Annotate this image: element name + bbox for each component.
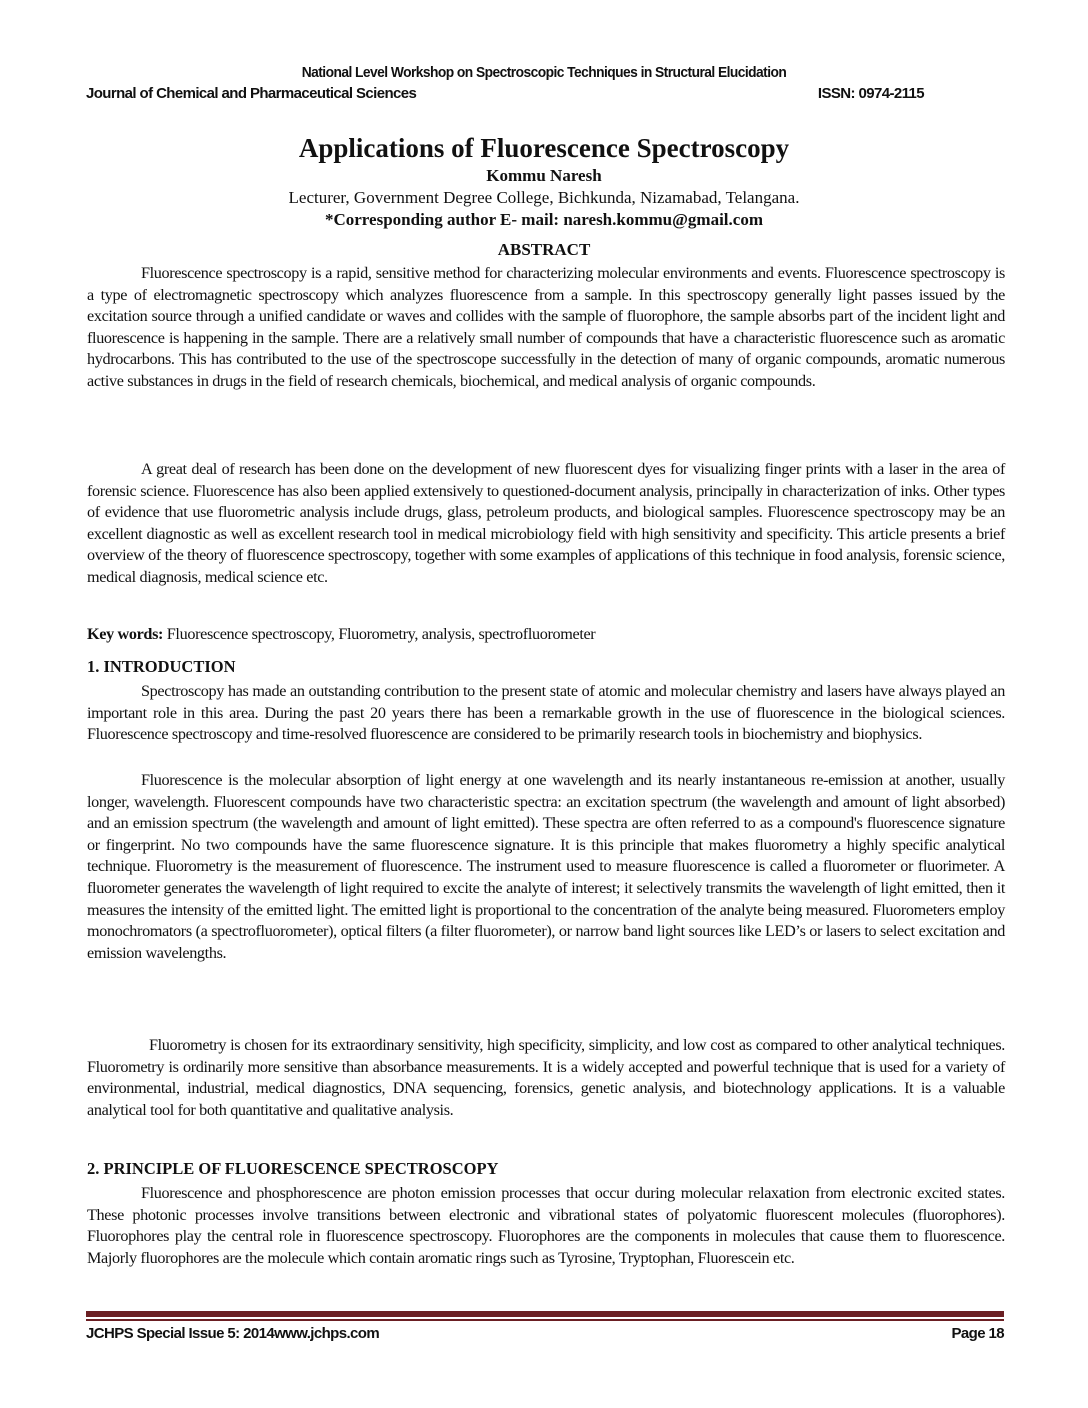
abstract-paragraph-1 — [87, 263, 1005, 393]
workshop-header: National Level Workshop on Spectroscopic Techniques in Structural Elucidation — [301, 64, 787, 81]
page-footer — [86, 1325, 1004, 1342]
paragraph-text: A great deal of research has been done on the development of new fluorescent dyes for visualizing finger prints with a laser in the area of forensic science. Fluorescence has also been applied extensively to questioned-document analysis, principally in characterization of inks. Other types of evidence that use fluorometric analysis include drugs, glass, petroleum products, and biological samples. Fluorescence spectroscopy may be an excellent diagnostic as well as excellent research tool in medical microbiology field with high sensitivity and specificity. This article presents a brief overview of the theory of fluorescence spectroscopy, together with some examples of applications of this technique in food analysis, forensic science, medical diagnosis, medical science etc. — [87, 460, 1005, 586]
issn: ISSN: 0974-2115 — [817, 85, 924, 102]
paragraph-text: Fluorescence and phosphorescence are photon emission processes that occur during molecular relaxation from electronic excited states. These photonic processes involve transitions between electronic and vibrational states of polyatomic fluorescent molecules (fluorophores). Fluorophores play the central role in fluorescence spectroscopy. Fluorophores are the components in molecules that cause them to fluorescence. Majorly fluorophores are the molecule which contain aromatic rings such as Tyrosine, Tryptophan, Fluorescein etc. — [87, 1184, 1005, 1267]
abstract-paragraph-2 — [87, 459, 1005, 589]
keywords — [87, 625, 595, 644]
journal-name: Journal of Chemical and Pharmaceutical Sciences — [86, 85, 417, 102]
keywords-label: Key words: — [87, 625, 164, 643]
intro-paragraph-2 — [87, 770, 1005, 964]
author-name: Kommu Naresh — [486, 166, 602, 185]
page-number: Page 18 — [951, 1325, 1004, 1342]
abstract-heading: ABSTRACT — [497, 240, 591, 259]
footer-rule-thick — [86, 1311, 1004, 1317]
paragraph-text: Fluorescence spectroscopy is a rapid, sensitive method for characterizing molecular environments and events. Fluorescence spectroscopy is a type of electromagnetic spectroscopy which analyzes fluorescence from a sample. In this spectroscopy generally light passes issued by the excitation source through a unified candidate or waves and collides with the sample of fluorophore, the sample absorbs part of the incident light and fluorescence is happening in the sample. There are a relatively small number of compounds that have a characteristic fluorescence such as aromatic hydrocarbons. This has contributed to the use of the spectroscope successfully in the detection of many of organic compounds, aromatic numerous active substances in drugs in the field of research chemicals, biochemical, and medical analysis of organic compounds. — [87, 264, 1005, 390]
intro-paragraph-3 — [87, 1035, 1005, 1121]
principle-paragraph-1 — [87, 1183, 1005, 1269]
paragraph-text: Fluorometry is chosen for its extraordinary sensitivity, high specificity, simplicity, and low cost as compared to other analytical techniques. Fluorometry is ordinarily more sensitive than absorbance measurements. It is a widely accepted and powerful technique that is used for a variety of environmental, industrial, medical diagnostics, DNA sequencing, forensics, genetic analysis, and biotechnology applications. It is a valuable analytical tool for both quantitative and qualitative analysis. — [87, 1036, 1005, 1119]
keywords-text: Fluorescence spectroscopy, Fluorometry, analysis, spectrofluorometer — [163, 625, 596, 643]
footer-rule-thin — [86, 1319, 1004, 1321]
section-heading-principle: 2. PRINCIPLE OF FLUORESCENCE SPECTROSCOPY — [87, 1159, 499, 1178]
intro-paragraph-1 — [87, 681, 1005, 746]
paragraph-text: Fluorescence is the molecular absorption of light energy at one wavelength and its nearly instantaneous re-emission at another, usually longer, wavelength. Fluorescent compounds have two characteristic spectra: an excitation spectrum (the wavelength and amount of light absorbed) and an emission spectrum (the wavelength and amount of light emitted). These spectra are often referred to as a compound's fluorescence signature or fingerprint. No two compounds have the same fluorescence signature. It is this principle that makes fluorometry a highly specific analytical technique. Fluorometry is the measurement of fluorescence. The instrument used to measure fluorescence is called a fluorometer or fluorimeter. A fluorometer generates the wavelength of light required to excite the analyte of interest; it selectively transmits the wavelength of light emitted, then it measures the intensity of the emitted light. The emitted light is proportional to the concentration of the analyte being measured. Fluorometers employ monochromators (a spectrofluorometer), optical filters (a filter fluorometer), or narrow band light sources like LED’s or lasers to select excitation and emission wavelengths. — [87, 771, 1005, 962]
section-heading-introduction: 1. INTRODUCTION — [87, 657, 236, 676]
corresponding-email: *Corresponding author E- mail: naresh.kommu@gmail.com — [324, 210, 763, 229]
footer-issue: JCHPS Special Issue 5: 2014www.jchps.com — [86, 1325, 380, 1342]
paragraph-text: Spectroscopy has made an outstanding contribution to the present state of atomic and molecular chemistry and lasers have always played an important role in this area. During the past 20 years there has been a remarkable growth in the use of fluorescence in the biological sciences. Fluorescence spectroscopy and time-resolved fluorescence are considered to be primarily research tools in biochemistry and biophysics. — [87, 682, 1005, 744]
author-affiliation: Lecturer, Government Degree College, Bichkunda, Nizamabad, Telangana. — [288, 188, 800, 207]
article-title: Applications of Fluorescence Spectroscopy — [298, 133, 790, 163]
journal-header — [86, 85, 924, 102]
